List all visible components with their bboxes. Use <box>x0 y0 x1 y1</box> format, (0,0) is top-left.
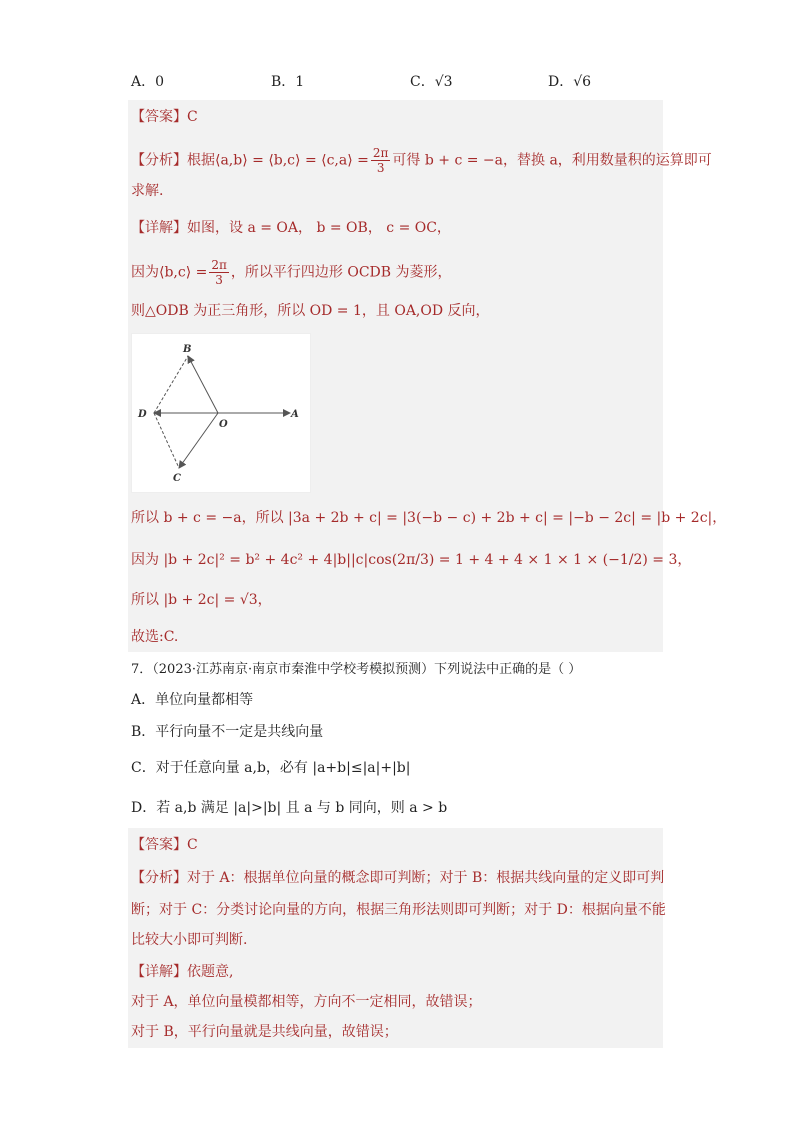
q6-detail-line-2 <box>131 258 452 287</box>
rhombus-figure <box>131 333 311 493</box>
q6-answer-line <box>131 107 198 127</box>
q6-detail-line-5: 因为 |b + 2c|² = b² + 4c² + 4|b||c|cos(2π/3) = 1 + 4 + 4 × 1 × 1 × (−1/2) = 3， <box>131 552 692 568</box>
q7-analysis-line-1 <box>131 868 664 888</box>
option-b: B．1 <box>271 74 305 90</box>
detail-text-1: 如图，设 a = OA， b = OB， c = OC， <box>187 220 451 236</box>
detail-tag: 【详解】 <box>131 964 187 980</box>
fraction-numerator: 2π <box>372 146 389 160</box>
vector-OC <box>179 413 218 468</box>
detail-text-2b: ，所以平行四边形 OCDB 为菱形， <box>230 264 452 281</box>
q6-detail-line-1 <box>131 218 451 238</box>
q7-option-c: C．对于任意向量 a,b，必有 |a+b|≤|a|+|b| <box>131 760 411 776</box>
answer-tag: 【答案】 <box>131 837 187 853</box>
vector-OB <box>188 356 218 413</box>
q6-conclusion: 故选:C. <box>131 629 179 645</box>
dashed-edge-DB <box>154 356 188 413</box>
option-d: D．√6 <box>548 74 592 90</box>
vector-diagram <box>132 334 310 492</box>
analysis-fraction <box>371 146 391 175</box>
q7-stem: 7．（2023·江苏南京·南京市秦淮中学校考模拟预测）下列说法中正确的是（ ） <box>131 662 582 677</box>
option-c: C．√3 <box>410 74 453 90</box>
q7-option-a: A．单位向量都相等 <box>131 692 254 708</box>
q7-option-d: D．若 a,b 满足 |a|>|b| 且 a 与 b 同向，则 a > b <box>131 800 448 816</box>
answer-value: C <box>187 837 198 853</box>
analysis-text-1: 对于 A：根据单位向量的概念即可判断；对于 B：根据共线向量的定义即可判 <box>187 870 665 886</box>
q7-answer-line <box>131 835 198 855</box>
answer-tag: 【答案】 <box>131 109 187 125</box>
analysis-tag: 【分析】 <box>131 152 187 169</box>
option-a: A．0 <box>131 74 165 90</box>
analysis-tag: 【分析】 <box>131 870 187 886</box>
detail-text-1: 依题意, <box>187 964 234 980</box>
q7-detail-line-3: 对于 B，平行向量就是共线向量，故错误； <box>131 1024 398 1040</box>
q7-option-b: B．平行向量不一定是共线向量 <box>131 724 324 740</box>
fraction-numerator: 2π <box>211 258 227 272</box>
label-D: D <box>138 409 147 420</box>
q7-detail-line-2: 对于 A，单位向量模都相等，方向不一定相同，故错误； <box>131 994 482 1010</box>
dashed-edge-DC <box>154 413 179 468</box>
q7-analysis-line-3: 比较大小即可判断. <box>131 932 248 948</box>
q7-detail-line-1 <box>131 962 233 982</box>
detail-tag: 【详解】 <box>131 220 187 236</box>
analysis-text-1a: 根据⟨a,b⟩ = ⟨b,c⟩ = ⟨c,a⟩ = <box>187 152 369 169</box>
q6-analysis-line-2: 求解. <box>131 183 164 199</box>
detail-fraction <box>209 258 229 287</box>
q7-analysis-line-2: 断；对于 C：分类讨论向量的方向，根据三角形法则即可判断；对于 D：根据向量不能 <box>131 902 666 918</box>
q6-detail-line-6: 所以 |b + 2c| = √3， <box>131 592 272 608</box>
label-O: O <box>219 419 228 430</box>
label-C: C <box>173 473 181 484</box>
q6-analysis-line-1 <box>131 146 712 175</box>
fraction-denominator: 3 <box>376 161 385 175</box>
label-B: B <box>183 344 192 355</box>
analysis-text-1b: 可得 b + c = −a，替换 a，利用数量积的运算即可 <box>392 152 712 169</box>
q6-detail-line-3: 则△ODB 为正三角形，所以 OD = 1，且 OA,OD 反向， <box>131 303 490 319</box>
fraction-denominator: 3 <box>215 273 223 287</box>
answer-value: C <box>187 109 198 125</box>
label-A: A <box>291 409 299 420</box>
q6-detail-line-4: 所以 b + c = −a，所以 |3a + 2b + c| = |3(−b − c) + 2b + c| = |−b − 2c| = |b + 2c|， <box>131 510 727 526</box>
detail-text-2a: 因为⟨b,c⟩ = <box>131 264 208 281</box>
